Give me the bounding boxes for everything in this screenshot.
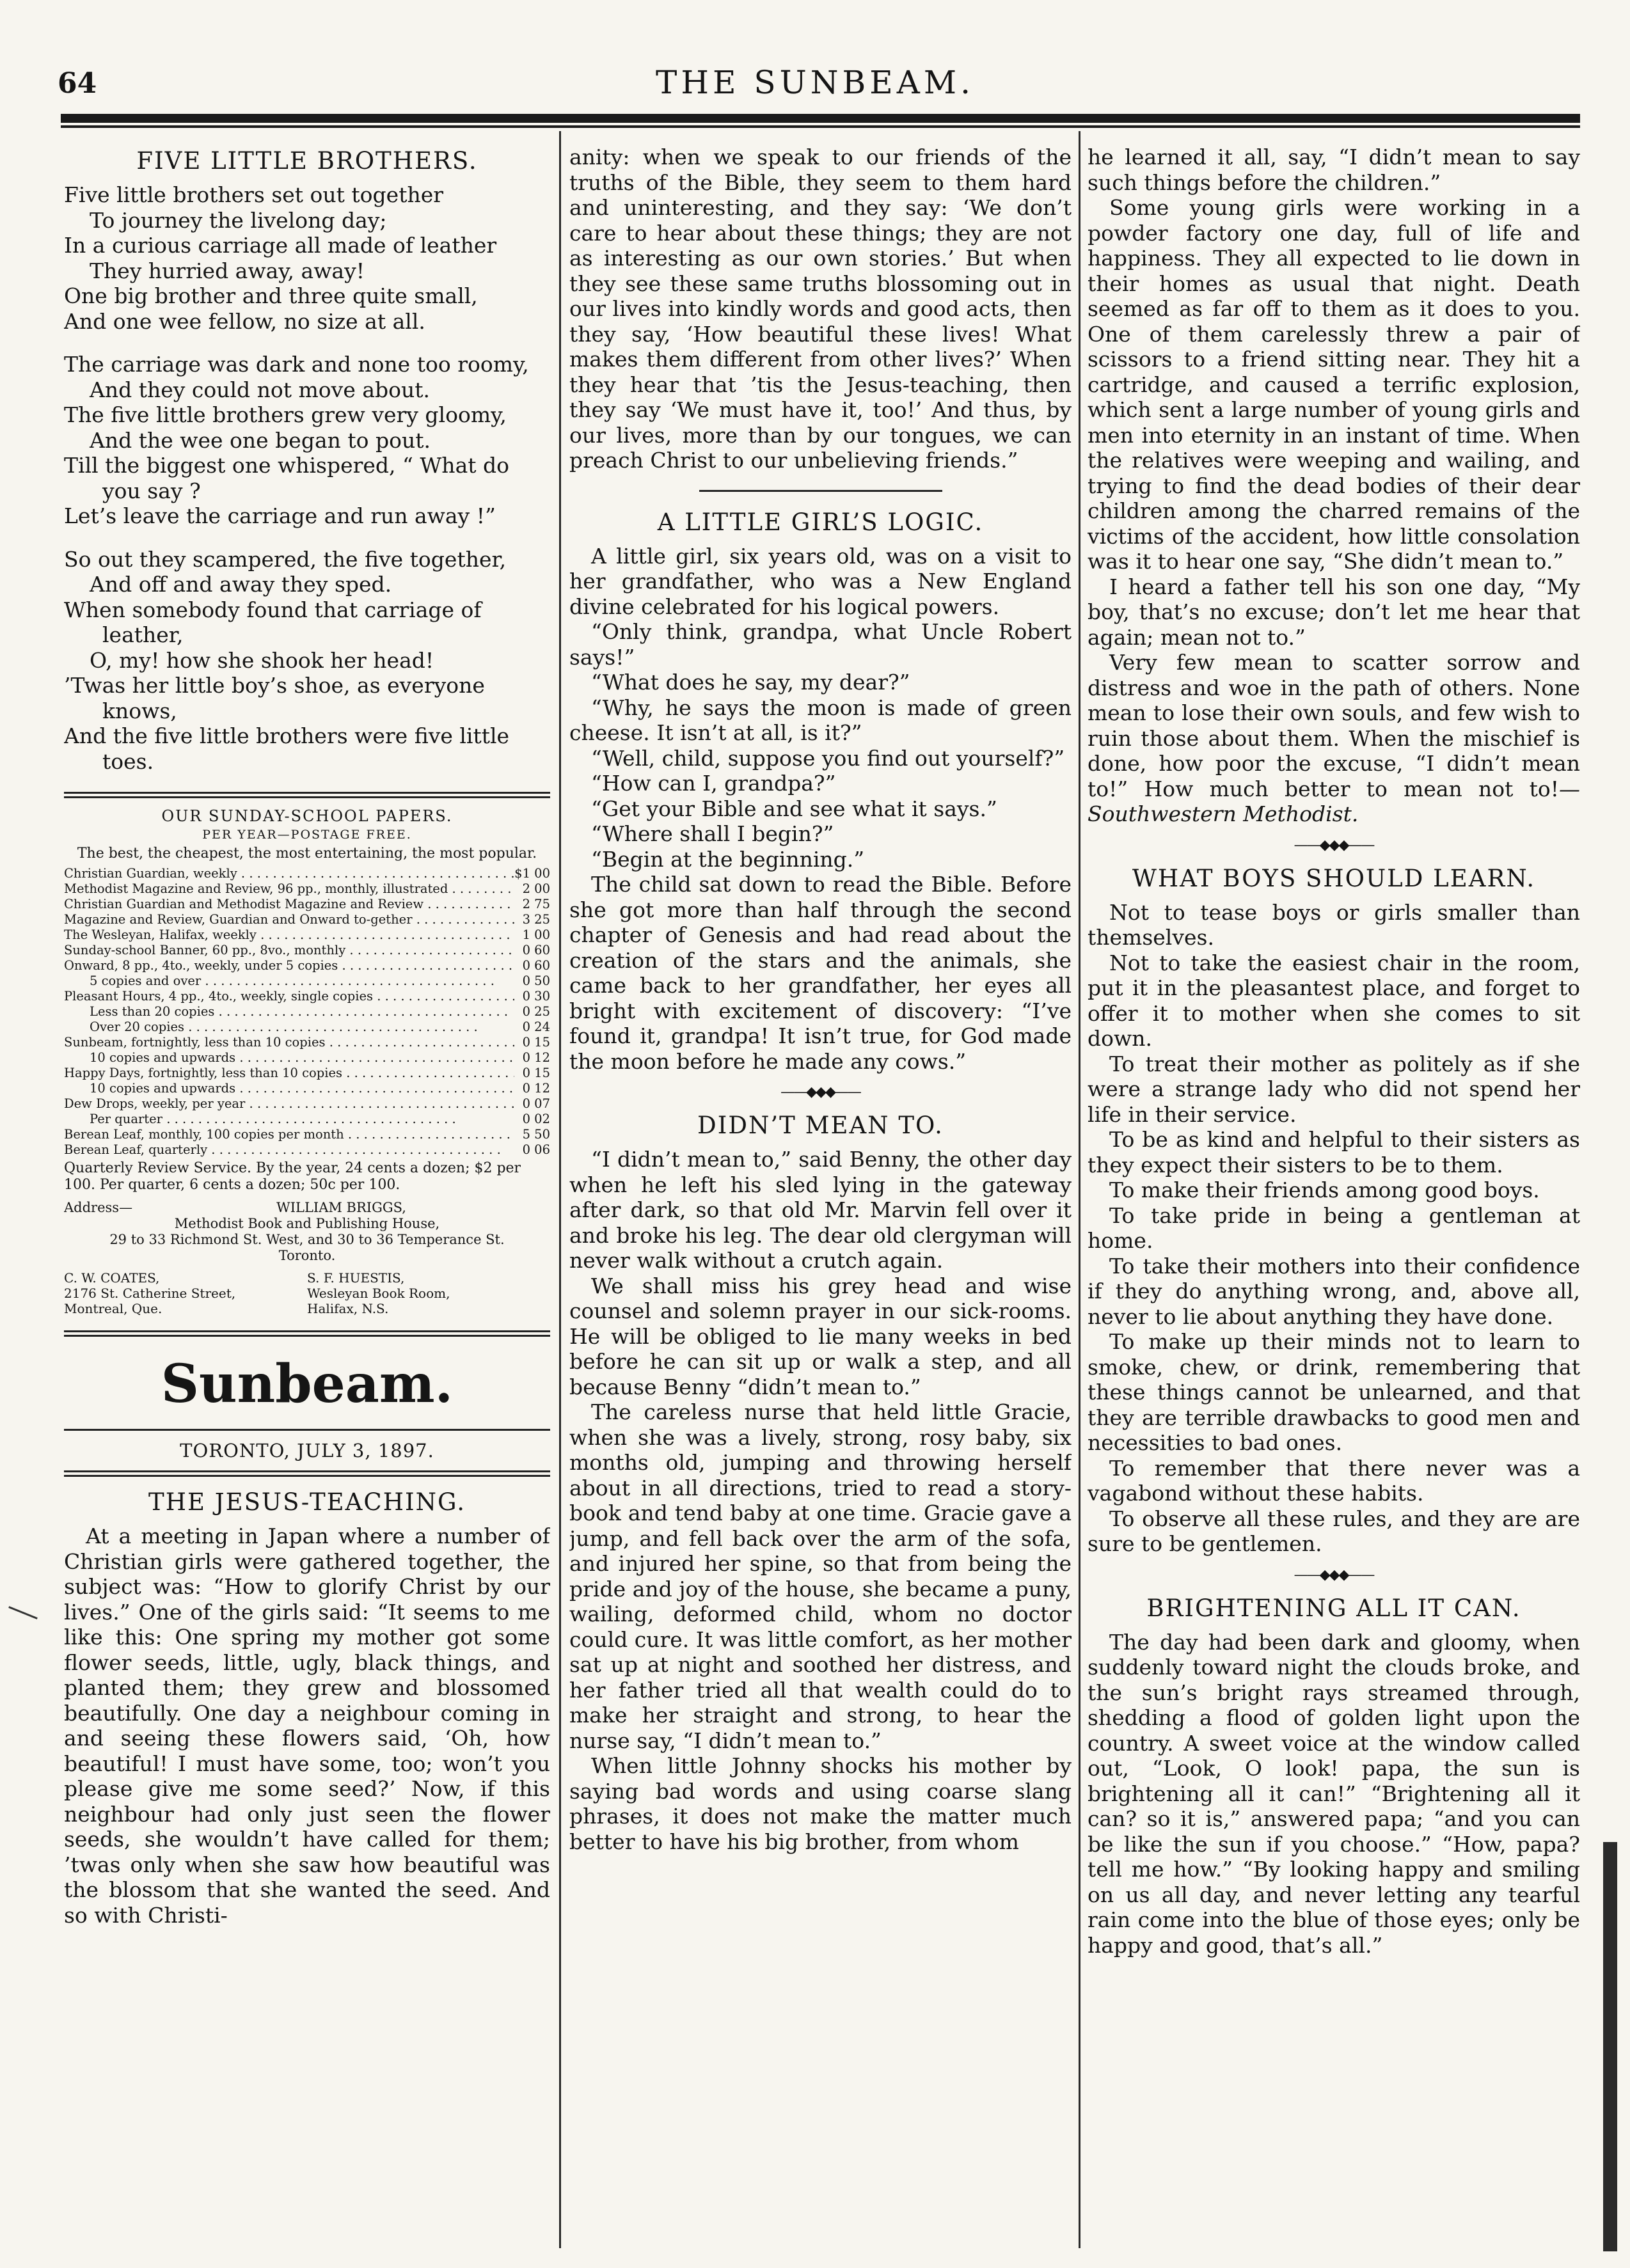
section-rule [64,1470,550,1472]
paper-price: $1 00 [514,866,550,881]
price-row [64,927,550,943]
paragraph: To make their friends among good boys. [1109,1177,1540,1202]
paragraph: To observe all these rules, and they are are sure to be gentlemen. [1088,1506,1580,1556]
poem-line: leather, [102,622,184,647]
section-rule [64,1429,550,1431]
poem-line: And the five little brothers were five little [64,723,510,748]
ornament-divider: ——◆◆◆—— [780,1084,860,1100]
paper-name: Sunday-school Banner, 60 pp., 8vo., monthly . . . [64,943,514,958]
nameplate-title: Sunbeam. [161,1353,454,1415]
article-body [569,1147,1072,1854]
margin-mark [8,1606,38,1619]
paper-name: Less than 20 copies . . . [64,1004,514,1020]
article-title: BRIGHTENING ALL IT CAN. [1146,1594,1521,1622]
article-title: DIDN’T MEAN TO. [697,1112,944,1139]
agent-line: 2176 St. Catherine Street, [64,1286,236,1301]
paper-name: Christian Guardian, weekly . . . [64,866,514,881]
article-body [569,544,1072,1075]
papers-intro: The best, the cheapest, the most entertaining, the most popular. [77,846,537,862]
column-divider [559,131,561,2248]
poem-line: And off and away they sped. [90,572,392,597]
paper-name: Per quarter . . . [64,1112,514,1127]
paragraph: I heard a father tell his son one day, “My boy, that’s no excuse; don’t let me hear that again; mean not to.” [1088,574,1580,650]
paragraph: “Only think, grandpa, what Uncle Robert says!” [569,619,1072,670]
paper-name: 5 copies and over . . . [64,973,514,989]
price-list [64,866,550,1158]
address-line: Methodist Book and Publishing House, [174,1216,440,1231]
publisher-address [64,1200,550,1264]
article-body [1088,145,1580,827]
column-3 [1088,136,1580,2246]
paper-price: 2 00 [522,881,550,896]
paragraph: Not to tease boys or girls smaller than themselves. [1088,899,1580,950]
paper-name: Christian Guardian and Methodist Magazine and Review . . . [64,897,514,912]
paper-name: Pleasant Hours, 4 pp., 4to., weekly, single copies . . . [64,989,514,1004]
poem-stanza [64,352,550,529]
paper-price: 3 25 [522,912,550,927]
paper-price: 2 75 [522,897,550,911]
poem-line: Let’s leave the carriage and run away !” [64,503,496,528]
price-row [64,1112,550,1127]
paper-name: Sunbeam, fortnightly, less than 10 copies . . . [64,1035,514,1050]
paragraph: “Begin at the beginning.” [591,846,865,872]
poem-line: O, my! how she shook her head! [90,647,434,673]
paragraph: The child sat down to read the Bible. Before she got more than half through the second chapter of Genesis and had read about the creation of the stars and the animals, she came back to her grandfather, her eyes all bright with excitement of discovery: “I’ve found it, grandpa! It isn’t true, for God made the moon before he made any cows.” [569,872,1072,1074]
masthead-rule [61,114,1580,123]
paper-name: Magazine and Review, Guardian and Onward to-gether . . . [64,912,514,927]
poem-line: They hurried away, away! [90,258,365,283]
paper-name: Berean Leaf, monthly, 100 copies per month . . . [64,1127,514,1142]
column-2 [569,136,1072,2246]
poem-stanza [64,547,550,775]
paragraph: To remember that there never was a vagabond without these habits. [1088,1455,1580,1506]
agent-line: Halifax, N.S. [307,1301,389,1316]
poem-line: The carriage was dark and none too roomy, [64,352,529,377]
paragraph: The careless nurse that held little Gracie, when she was a lively, strong, rosy baby, six months old, jumping and throwing herself about in all directions, tried to read a story-book and tend baby at one time. Gracie gave a jump, and fell back over the arm of the sofa, and injured her spine, so that from being the pride and joy of the house, she became a puny, wailing, deformed child, whom no doctor could cure. It was little comfort, as her mother sat up at night and soothed her distress, and her father tried all that wealth could do to make her straight and strong, to hear the nurse say, “I didn’t mean to.” [569,1399,1072,1753]
paper-name: Happy Days, fortnightly, less than 10 copies . . . [64,1066,514,1081]
paragraph: “Why, he says the moon is made of green cheese. It isn’t at all, is it?” [569,695,1072,745]
section-rule [64,796,550,798]
paper-name: Berean Leaf, quarterly . . . [64,1142,514,1158]
agent-line: Wesleyan Book Room, [307,1286,450,1301]
paper-price: 0 02 [522,1112,550,1126]
address-line: Toronto. [278,1248,336,1263]
poem-stanza [64,182,550,334]
price-row [64,1066,550,1081]
paragraph: Very few mean to scatter sorrow and distress and woe in the path of others. None mean to lose their own souls, and few wish to ruin those about them. When the mischief is done, how poor the excuse, “I didn’t mean to!” How much better to mean not to!—Southwestern Methodist. [1088,650,1580,826]
price-row [64,1035,550,1050]
paper-name: Onward, 8 pp., 4to., weekly, under 5 copies . . . [64,958,514,973]
column-divider [1079,131,1080,2248]
price-row [64,1050,550,1066]
poem-line: And the wee one began to pout. [90,427,431,453]
paragraph: At a meeting in Japan where a number of Christian girls were gathered together, the subject was: “How to glorify Christ by our lives.” One of the girls said: “It seems to me like this: One spring my mother got some flower seeds, little, ugly, black things, and planted them; they grew and blossomed beautifully. One day a neighbour coming in and seeing these flowers said, ‘Oh, how beautiful! I must have some, too; won’t you please give me some seed?’ Now, if this neighbour had only just seen the flower seeds, she wouldn’t have called for them; ’twas only when she saw how beautiful was the blossom that she wanted the seed. And so with Christi- [64,1524,550,1928]
poem-line: you say ? [102,478,201,503]
paper-name: Over 20 copies . . . [64,1020,514,1035]
agents [64,1270,550,1316]
price-row [64,881,550,897]
papers-title: OUR SUNDAY-SCHOOL PAPERS. [161,807,453,825]
paper-price: 0 25 [522,1004,550,1019]
poem-line: So out they scampered, the five together, [64,546,507,572]
source-signature: —Southwestern Methodist. [1088,776,1580,826]
price-row [64,1142,550,1158]
article-body [1088,900,1580,1557]
poem-line: And they could not move about. [90,377,431,402]
papers-subtitle: PER YEAR—POSTAGE FREE. [202,828,412,842]
paragraph: “Well, child, suppose you find out yourself?” [591,745,1065,771]
paragraph: The day had been dark and gloomy, when suddenly toward night the clouds broke, and the sun’s bright rays streamed through, shedding a flood of golden light upon the country. A sweet voice at the window called out, “Look, O look! papa, the sun is brightening all it can!” “Brightening all it can? so it is,” answered papa; “and you can be like the sun if you choose.” “How, papa? tell me how.” “By looking happy and smiling on us all day, and never letting any tearful rain come into the blue of those eyes; only be happy and good, that’s all.” [1088,1629,1580,1958]
address-line: 29 to 33 Richmond St. West, and 30 to 36 Temperance St. [109,1232,505,1247]
paragraph: To be as kind and helpful to their sisters as they expect their sisters to be to them. [1088,1127,1580,1177]
price-row [64,943,550,958]
paragraph: anity: when we speak to our friends of the truths of the Bible, they seem to them hard and uninteresting, and they say: ‘We don’t care to hear about these things; they are not as interesting as our own stories.’ But when they see these same truths blossoming out in our lives into kindly words and good acts, then they say, ‘How beautiful these lives! What makes them different from other lives?’ When they hear that ’tis the Jesus-teaching, then they say ‘We must have it, too!’ And thus, by our lives, more than by our tongues, we can preach Christ to our unbelieving friends.” [569,145,1072,473]
paragraph: Not to take the easiest chair in the room, put it in the pleasantest place, and forget to offer it to mother when she comes to sit down. [1088,950,1580,1051]
price-row [64,1127,550,1142]
page-edge-shadow [1603,1842,1617,2251]
paper-name: Dew Drops, weekly, per year . . . [64,1096,514,1112]
section-rule [64,1330,550,1332]
paper-name: Methodist Magazine and Review, 96 pp., monthly, illustrated . . . [64,881,514,897]
paragraph: “Where shall I begin?” [591,821,834,846]
ornament-divider: ——◆◆◆—— [1294,837,1374,853]
article-title: A LITTLE GIRL’S LOGIC. [657,508,984,536]
price-row [64,1004,550,1020]
agent-montreal [64,1270,307,1316]
paragraph: To make up their minds not to learn to smoke, chew, or drink, remembering that these things cannot be unlearned, and that they are terrible drawbacks to good men and necessities to bad ones. [1088,1329,1580,1455]
dateline: TORONTO, JULY 3, 1897. [180,1440,434,1461]
paper-price: 0 50 [522,973,550,988]
paragraph: To take their mothers into their confidence if they do anything wrong, and, above all, never to lie about anything they have done. [1088,1253,1580,1329]
article-title: THE JESUS-TEACHING. [148,1488,466,1516]
price-row [64,897,550,912]
section-rule [64,1335,550,1337]
paper-price: 1 00 [522,927,550,942]
paragraph: To treat their mother as politely as if she were a strange lady who did not spend her life in their service. [1088,1051,1580,1127]
poem-line: The five little brothers grew very gloomy, [64,402,507,427]
paragraph: “How can I, grandpa?” [591,771,836,796]
paper-price: 0 15 [522,1035,550,1050]
paper-price: 5 50 [522,1127,550,1142]
article-title: FIVE LITTLE BROTHERS. [136,147,478,175]
price-row [64,989,550,1004]
section-rule [64,1475,550,1477]
paper-price: 0 30 [522,989,550,1004]
paragraph: We shall miss his grey head and wise counsel and solemn prayer in our sick-rooms. He will be obliged to lie many weeks in bed before he can sit up or walk a step, and all because Benny “didn’t mean to.” [569,1273,1072,1399]
paper-price: 0 12 [522,1081,550,1096]
poem-line: To journey the livelong day; [90,207,387,233]
agent-halifax [307,1270,550,1316]
paper-price: 0 12 [522,1050,550,1065]
paper-price: 0 15 [522,1066,550,1080]
quarterly-note: Quarterly Review Service. By the year, 24 cents a dozen; $2 per 100. Per quarter, 6 cents a dozen; 50c per 100. [64,1160,521,1193]
price-row [64,973,550,989]
paragraph: A little girl, six years old, was on a visit to her grandfather, who was a New England divine celebrated for his logical powers. [569,543,1072,619]
section-rule [64,792,550,794]
poem-line: Five little brothers set out together [64,182,444,207]
poem-line: Till the biggest one whispered, “ What do [64,453,509,478]
column-1 [64,136,550,2246]
ornament-divider: ——◆◆◆—— [1294,1566,1374,1583]
paper-name: 10 copies and upwards . . . [64,1050,514,1066]
price-row [64,958,550,973]
publisher-name: WILLIAM BRIGGS, [276,1200,406,1215]
article-title: WHAT BOYS SHOULD LEARN. [1132,864,1536,892]
separator-rule [699,490,942,492]
paragraph: Some young girls were working in a powder factory one day, full of life and happiness. They all expected to lie down in their homes as usual that night. Death seemed as far off to them as it does to you. One of them carelessly threw a pair of scissors to a friend sitting near. They hit a cartridge, and caused a terrific explosion, which sent a large number of young girls and men into eternity in an instant of time. When the relatives were weeping and wailing, and trying to find the dead bodies of their dear children among the charred remains of the victims of the accident, how little consolation was it to hear one say, “She didn’t mean to.” [1088,195,1580,574]
price-row [64,1020,550,1035]
poem-line: And one wee fellow, no size at all. [64,308,425,334]
paper-price: 0 07 [522,1096,550,1111]
poem-line: toes. [102,748,154,774]
paper-price: 0 24 [522,1020,550,1034]
paragraph: “What does he say, my dear?” [591,670,910,695]
paper-name: The Wesleyan, Halifax, weekly . . . [64,927,514,943]
price-row [64,1081,550,1096]
page-number: 64 [58,67,97,100]
masthead: THE SUNBEAM. [656,64,974,101]
agent-name: C. W. COATES, [64,1270,160,1286]
poem-line: knows, [102,698,177,723]
paper-price: 0 60 [522,943,550,957]
paragraph: “Get your Bible and see what it says.” [591,796,997,821]
paper-name: 10 copies and upwards . . . [64,1081,514,1096]
paper-price: 0 06 [522,1142,550,1157]
price-row [64,866,550,881]
paragraph: When little Johnny shocks his mother by saying bad words and using coarse slang phrases, it does not make the matter much better to have his big brother, from whom [569,1753,1072,1854]
poem-line: ’Twas her little boy’s shoe, as everyone [64,673,485,698]
agent-name: S. F. HUESTIS, [307,1270,405,1286]
price-row [64,912,550,927]
masthead-rule-thin [61,125,1580,128]
paragraph: he learned it all, say, “I didn’t mean to say such things before the children.” [1088,145,1580,195]
paragraph: “I didn’t mean to,” said Benny, the other day when he left his sled lying in the gateway after dark, so that old Mr. Marvin fell over it and broke his leg. The dear old clergyman will never walk without a crutch again. [569,1147,1072,1273]
address-label: Address— [64,1200,133,1215]
paragraph: To take pride in being a gentleman at home. [1088,1202,1580,1253]
poem-line: When somebody found that carriage of [64,597,482,622]
price-row [64,1096,550,1112]
poem-line: One big brother and three quite small, [64,283,478,308]
paper-price: 0 60 [522,958,550,973]
agent-line: Montreal, Que. [64,1301,162,1316]
poem-line: In a curious carriage all made of leather [64,233,497,258]
